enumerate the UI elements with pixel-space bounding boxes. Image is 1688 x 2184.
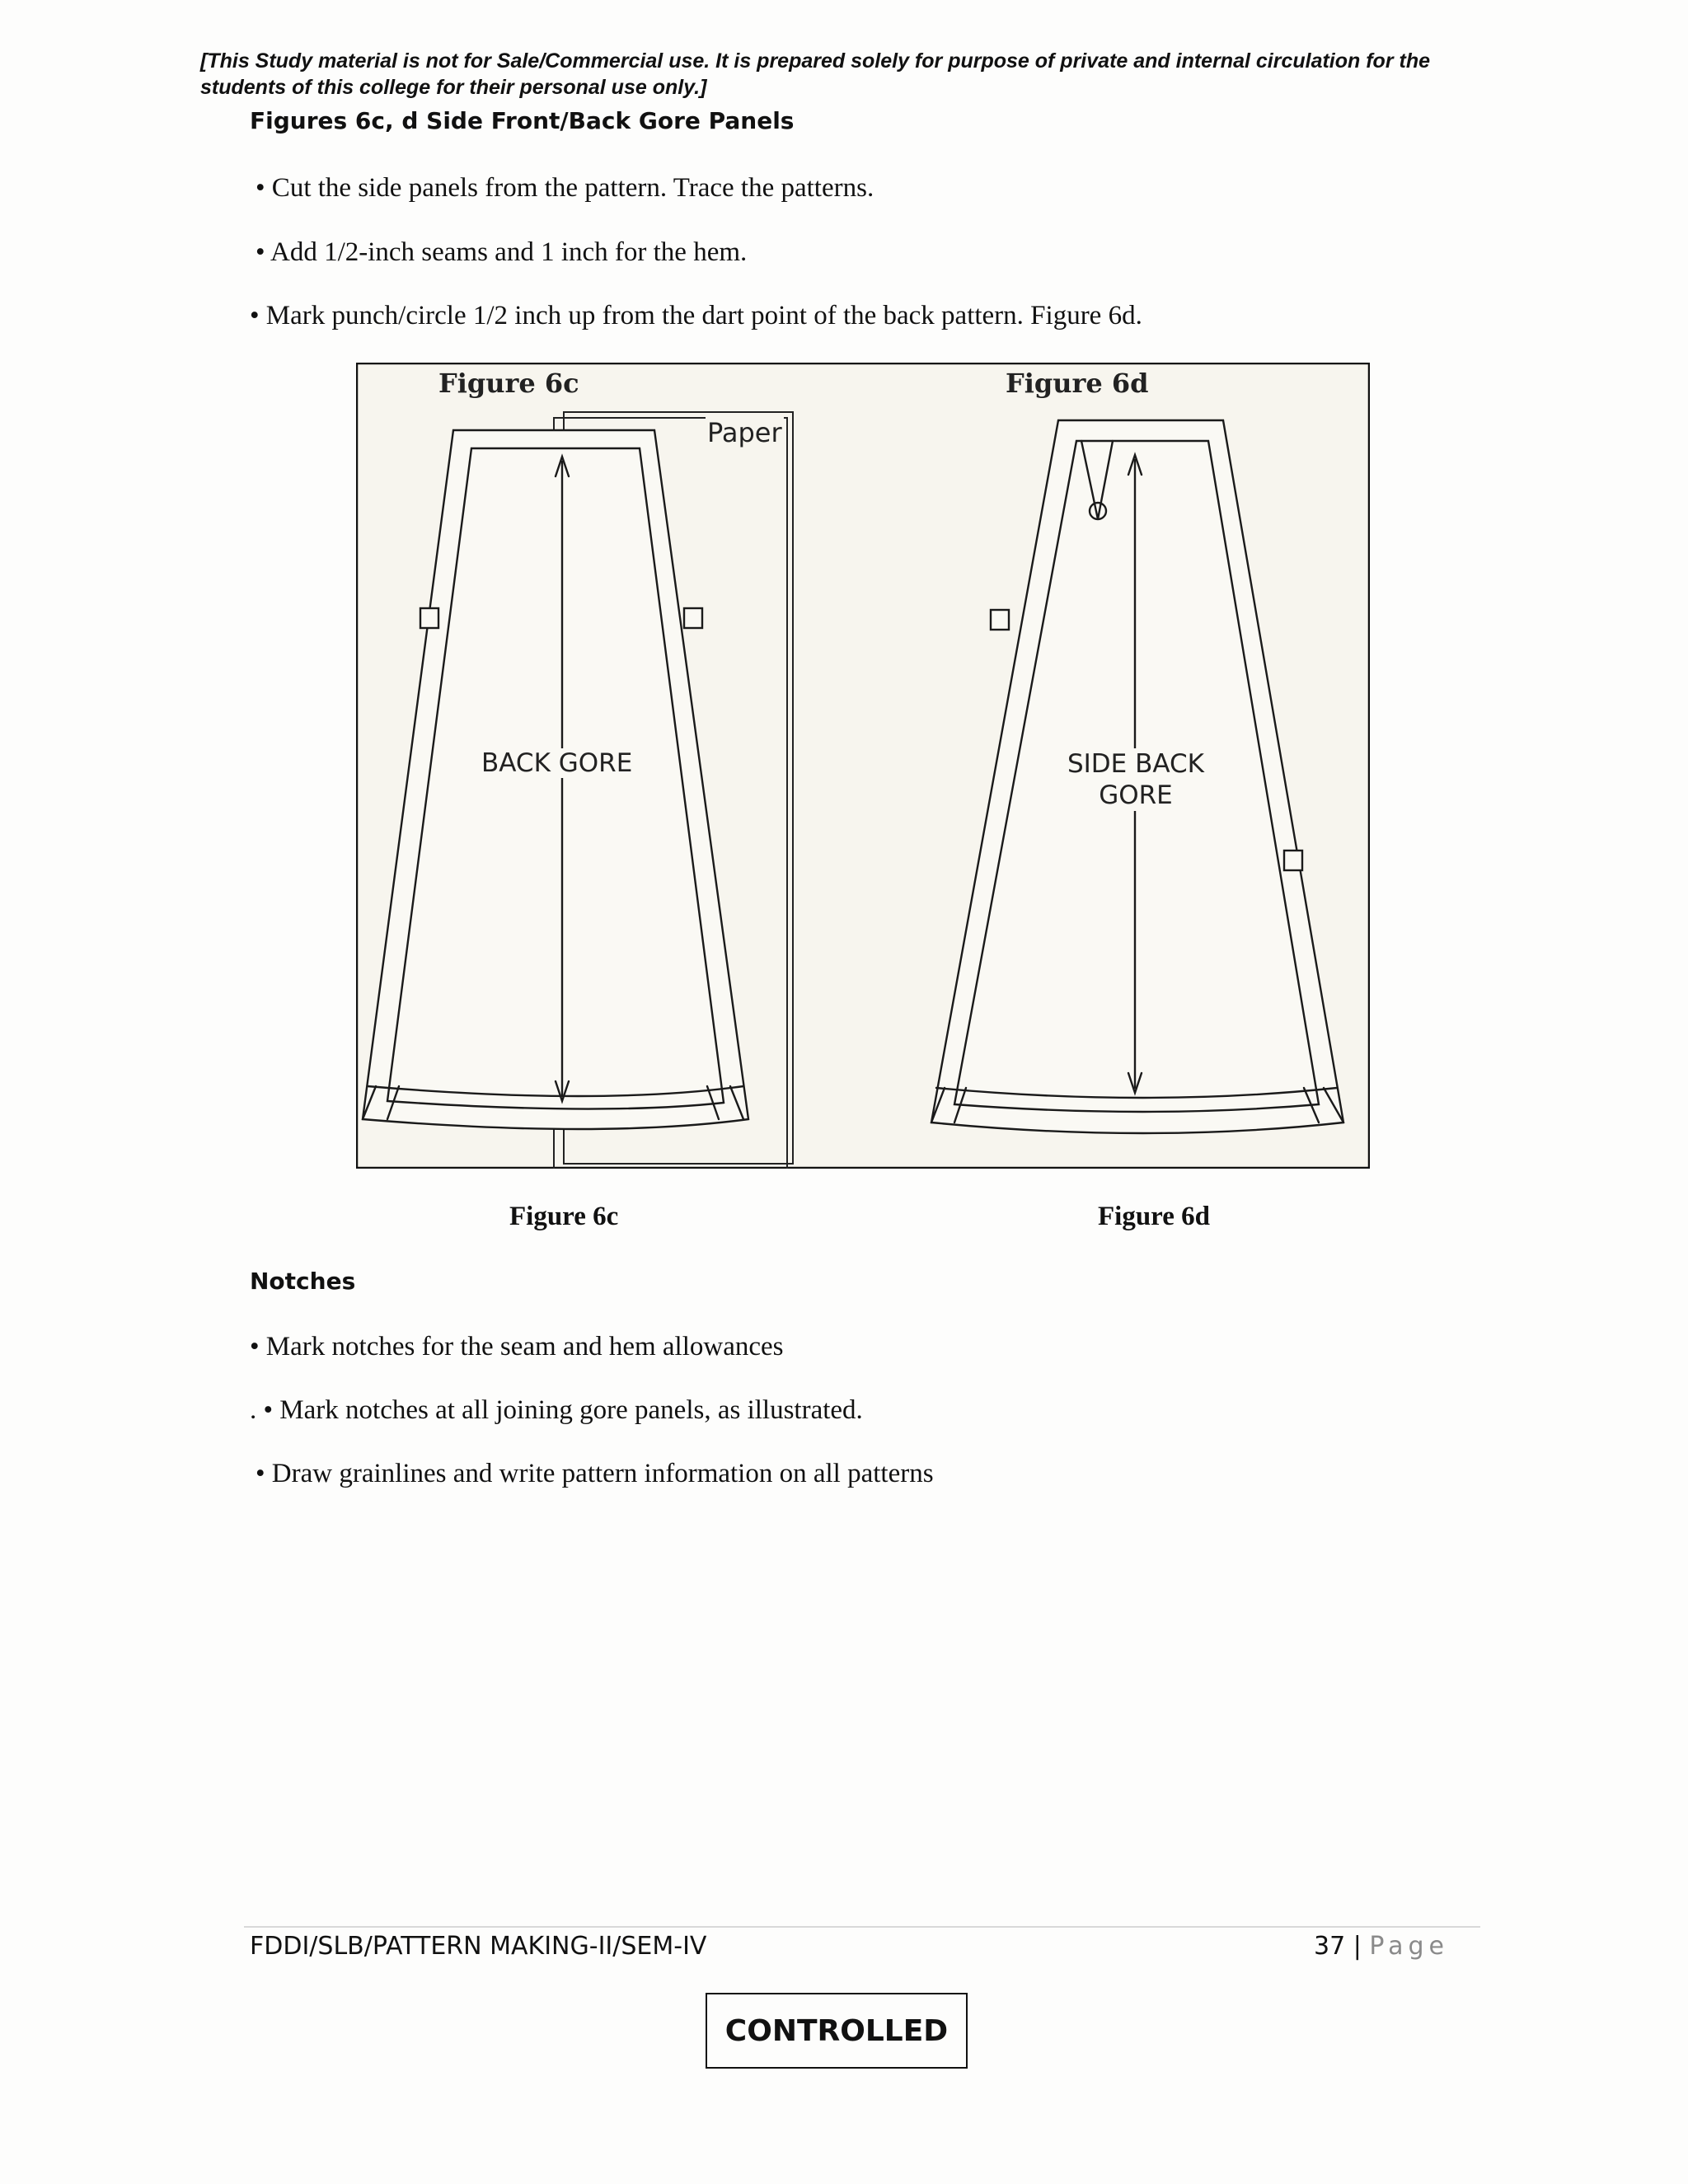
page-separator: |	[1353, 1932, 1362, 1961]
footer-divider	[244, 1926, 1480, 1928]
side-back-gore-line-2: GORE	[1099, 780, 1173, 810]
side-back-gore-label	[1062, 748, 1210, 811]
page-label: Page	[1369, 1932, 1450, 1961]
page-number: 37	[1314, 1932, 1346, 1961]
figure-6d-title: Figure 6d	[1006, 368, 1149, 399]
footer-document-code: FDDI/SLB/PATTERN MAKING-II/SEM-IV	[250, 1932, 707, 1961]
paper-label: Paper	[707, 417, 782, 448]
bullet-mark-notches-joining: . • Mark notches at all joining gore panels, as illustrated.	[250, 1395, 863, 1425]
figure-6c-title: Figure 6c	[438, 368, 579, 399]
bullet-draw-grainlines: • Draw grainlines and write pattern information on all patterns	[256, 1459, 934, 1488]
section-heading-gore-panels: Figures 6c, d Side Front/Back Gore Panels	[250, 107, 795, 134]
pattern-figure	[356, 363, 1370, 1169]
back-gore-label: BACK GORE	[478, 748, 635, 778]
section-heading-notches: Notches	[250, 1268, 356, 1295]
disclaimer-text: [This Study material is not for Sale/Commercial use. It is prepared solely for purpose of private and internal circulation for the students of this college for their personal use only.]	[200, 49, 1431, 99]
side-back-gore-line-1: SIDE BACK	[1067, 749, 1205, 779]
controlled-stamp: CONTROLLED	[706, 1993, 968, 2069]
caption-figure-6c: Figure 6c	[509, 1202, 619, 1231]
bullet-cut-side-panels: • Cut the side panels from the pattern. Trace the patterns.	[256, 173, 874, 203]
bullet-add-seams: • Add 1/2-inch seams and 1 inch for the hem.	[256, 237, 748, 267]
bullet-mark-notches-seam: • Mark notches for the seam and hem allowances	[250, 1332, 784, 1361]
caption-figure-6d: Figure 6d	[1098, 1202, 1210, 1231]
footer-page-indicator	[1314, 1932, 1449, 1961]
bullet-mark-punch: • Mark punch/circle 1/2 inch up from the dart point of the back pattern. Figure 6d.	[250, 301, 1142, 330]
